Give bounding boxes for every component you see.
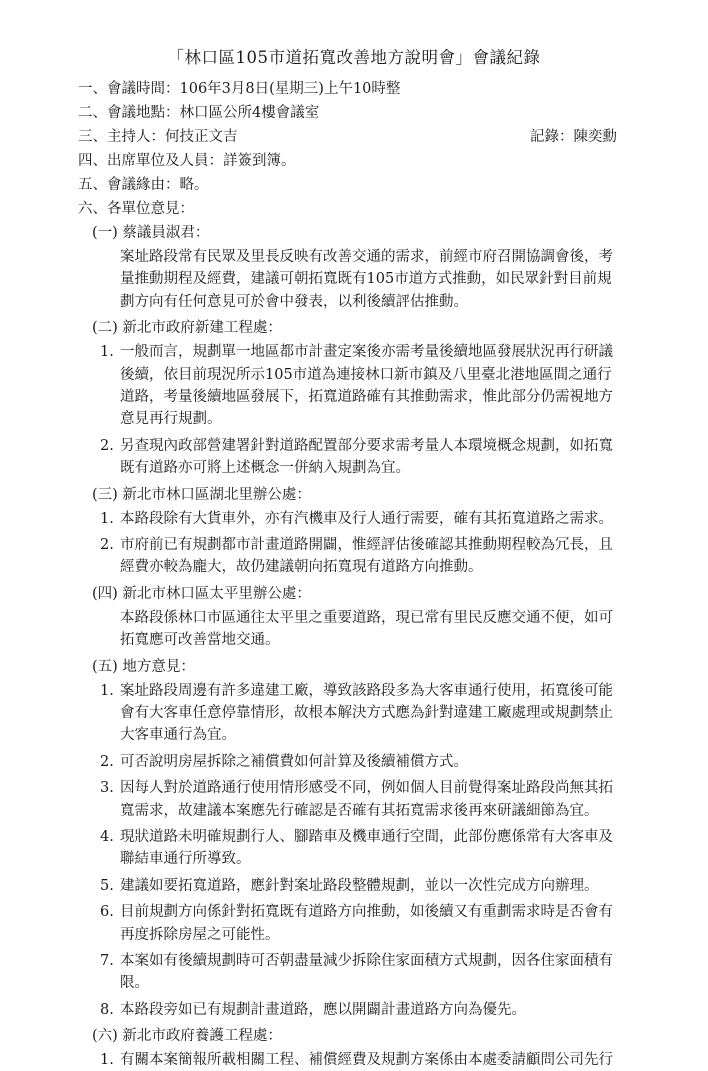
- item-text-line: 建議如要拓寬道路，應針對案址路段整體規劃，並以一次性完成方向辦理。: [120, 877, 599, 894]
- item-text-line: 道路，考量後續地區發展下，拓寬道路確有其推動需求，惟此部分仍需視地方: [120, 389, 613, 405]
- item-text-line: 因每人對於道路通行使用情形感受不同，例如個人目前覺得案址路段尚無其拓: [120, 780, 613, 797]
- item-text-line: 一般而言，規劃單一地區都市計畫定案後亦需考量後續地區發展狀況再行研議: [120, 344, 613, 361]
- header-item: 一、會議時間：106年3月8日(星期三)上午10時整: [78, 81, 401, 97]
- paragraph-line: 量推動期程及經費，建議可朝拓寬既有105市道方式推動，如民眾針對目前規: [120, 271, 612, 288]
- paragraph-line: 案址路段常有民眾及里長反映有改善交通的需求，前經市府召開協調會後，考: [120, 249, 613, 265]
- item-number: 6.: [100, 904, 114, 921]
- item-number: 8.: [100, 1001, 114, 1018]
- header-item: 五、會議緣由：略。: [78, 177, 209, 193]
- item-text-line: 寬需求，故建議本案應先行確認是否確有其拓寬需求後再來研議細節為宜。: [120, 802, 599, 819]
- paragraph-line: 劃方向有任何意見可於會中發表，以利後續評估推動。: [120, 293, 468, 310]
- item-text-line: 再度拆除房屋之可能性。: [120, 926, 280, 943]
- item-text-line: 經費亦較為龐大，故仍建議朝向拓寬現有道路方向推動。: [120, 559, 483, 576]
- section-heading: (五) 地方意見：: [92, 658, 195, 675]
- item-text-line: 本路段旁如已有規劃計畫道路，應以開闢計畫道路方向為優先。: [120, 1001, 526, 1018]
- item-text-line: 案址路段周邊有許多違建工廠，導致該路段多為大客車通行使用，拓寬後可能: [120, 682, 613, 699]
- item-number: 1.: [100, 510, 114, 527]
- item-number: 3.: [100, 780, 114, 797]
- item-text-line: 另查現內政部營建署針對道路配置部分要求需考量人本環境概念規劃，如拓寬: [120, 437, 613, 454]
- item-text-line: 可否說明房屋拆除之補償費如何計算及後續補償方式。: [120, 753, 468, 770]
- item-number: 2.: [100, 437, 114, 454]
- item-text-line: 意見再行規劃。: [120, 411, 222, 428]
- item-text-line: 既有道路亦可將上述概念一併納入規劃為宜。: [120, 460, 410, 477]
- paragraph-line: 拓寬應可改善當地交通。: [120, 632, 280, 649]
- item-number: 1.: [100, 344, 114, 361]
- item-text-line: 大客車通行為宜。: [120, 727, 236, 744]
- item-text-line: 目前規劃方向係針對拓寬既有道路方向推動，如後續又有重劃需求時是否會有: [120, 904, 613, 921]
- item-text-line: 市府前已有規劃都市計畫道路開闢，惟經評估後確認其推動期程較為冗長，且: [120, 537, 613, 553]
- section-heading: (一) 蔡議員淑君：: [92, 225, 210, 241]
- item-number: 7.: [100, 953, 114, 969]
- item-number: 1.: [100, 682, 114, 699]
- item-number: 2.: [100, 537, 114, 553]
- item-number: 1.: [100, 1052, 114, 1069]
- item-text-line: 後續，依目前現況所示105市道為連接林口新市鎮及八里臺北港地區間之通行: [120, 366, 612, 383]
- document-title: 「林口區105市道拓寬改善地方說明會」會議紀錄: [167, 48, 541, 67]
- recorder-label: 記錄：陳奕勳: [530, 129, 617, 145]
- item-text-line: 限。: [120, 975, 149, 992]
- paragraph-line: 本路段係林口市區通往太平里之重要道路，現已常有里民反應交通不便，如可: [120, 609, 613, 626]
- section-heading: (三) 新北市林口區湖北里辦公處：: [92, 486, 311, 503]
- item-text-line: 本路段除有大貨車外，亦有汽機車及行人通行需要，確有其拓寬道路之需求。: [120, 510, 613, 527]
- section-heading: (四) 新北市林口區太平里辦公處：: [92, 585, 311, 602]
- item-text-line: 聯結車通行所導致。: [120, 851, 251, 868]
- item-text-line: 本案如有後續規劃時可否朝盡量減少拆除住家面積方式規劃，因各住家面積有: [120, 953, 613, 969]
- header-item: 四、出席單位及人員：詳簽到簿。: [78, 153, 296, 169]
- header-item: 二、會議地點：林口區公所4樓會議室: [78, 105, 320, 121]
- item-text-line: 現狀道路未明確規劃行人、腳踏車及機車通行空間，此部份應係常有大客車及: [120, 829, 613, 845]
- item-text-line: 會有大客車任意停靠情形，故根本解決方式應為針對違建工廠處理或規劃禁止: [120, 705, 613, 721]
- header-item: 三、主持人：何技正文吉: [78, 129, 238, 145]
- header-item: 六、各單位意見：: [78, 201, 194, 217]
- item-number: 4.: [100, 829, 114, 845]
- section-heading: (六) 新北市政府養護工程處：: [92, 1028, 282, 1045]
- item-number: 2.: [100, 753, 114, 770]
- item-number: 5.: [100, 877, 114, 894]
- section-heading: (二) 新北市政府新建工程處：: [92, 320, 282, 337]
- item-text-line: 有關本案簡報所載相關工程、補償經費及規劃方案係由本處委請顧問公司先行: [120, 1052, 613, 1069]
